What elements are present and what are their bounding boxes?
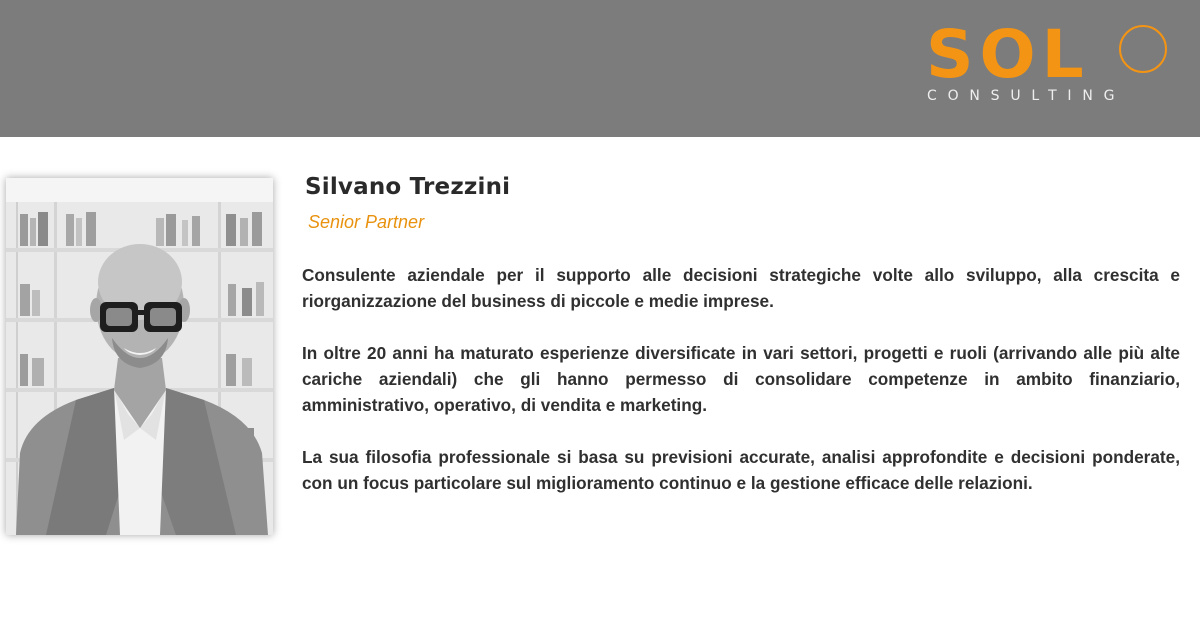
header-banner <box>0 0 1200 137</box>
person-name: Silvano Trezzini <box>305 174 511 200</box>
bio-paragraph: La sua filosofia professionale si basa su previsioni accurate, analisi approfondite e decisioni ponderate, con un focus particolare sul miglioramento continuo e la gestione efficace delle relazioni. <box>302 447 1180 493</box>
bio-paragraph: In oltre 20 anni ha maturato esperienze diversificate in vari settori, progetti e ruoli (arrivando alle più alte cariche aziendali) che gli hanno permesso di consolidare competenze in ambito finanziario, amministrativo, operativo, di vendita e marketing. <box>302 343 1180 415</box>
person-bio <box>302 262 1180 522</box>
logo-o-ring-icon <box>1119 25 1167 73</box>
logo-subtitle: CONSULTING <box>927 88 1126 104</box>
person-role: Senior Partner <box>308 212 425 232</box>
bio-paragraph: Consulente aziendale per il supporto alle decisioni strategiche volte allo sviluppo, alla crescita e riorganizzazione del business di piccole e medie imprese. <box>302 265 1180 311</box>
portrait-photo-icon <box>6 178 273 535</box>
profile-photo <box>6 178 273 535</box>
solo-consulting-logo <box>920 18 1180 118</box>
logo-wordmark: SOL <box>926 16 1090 93</box>
